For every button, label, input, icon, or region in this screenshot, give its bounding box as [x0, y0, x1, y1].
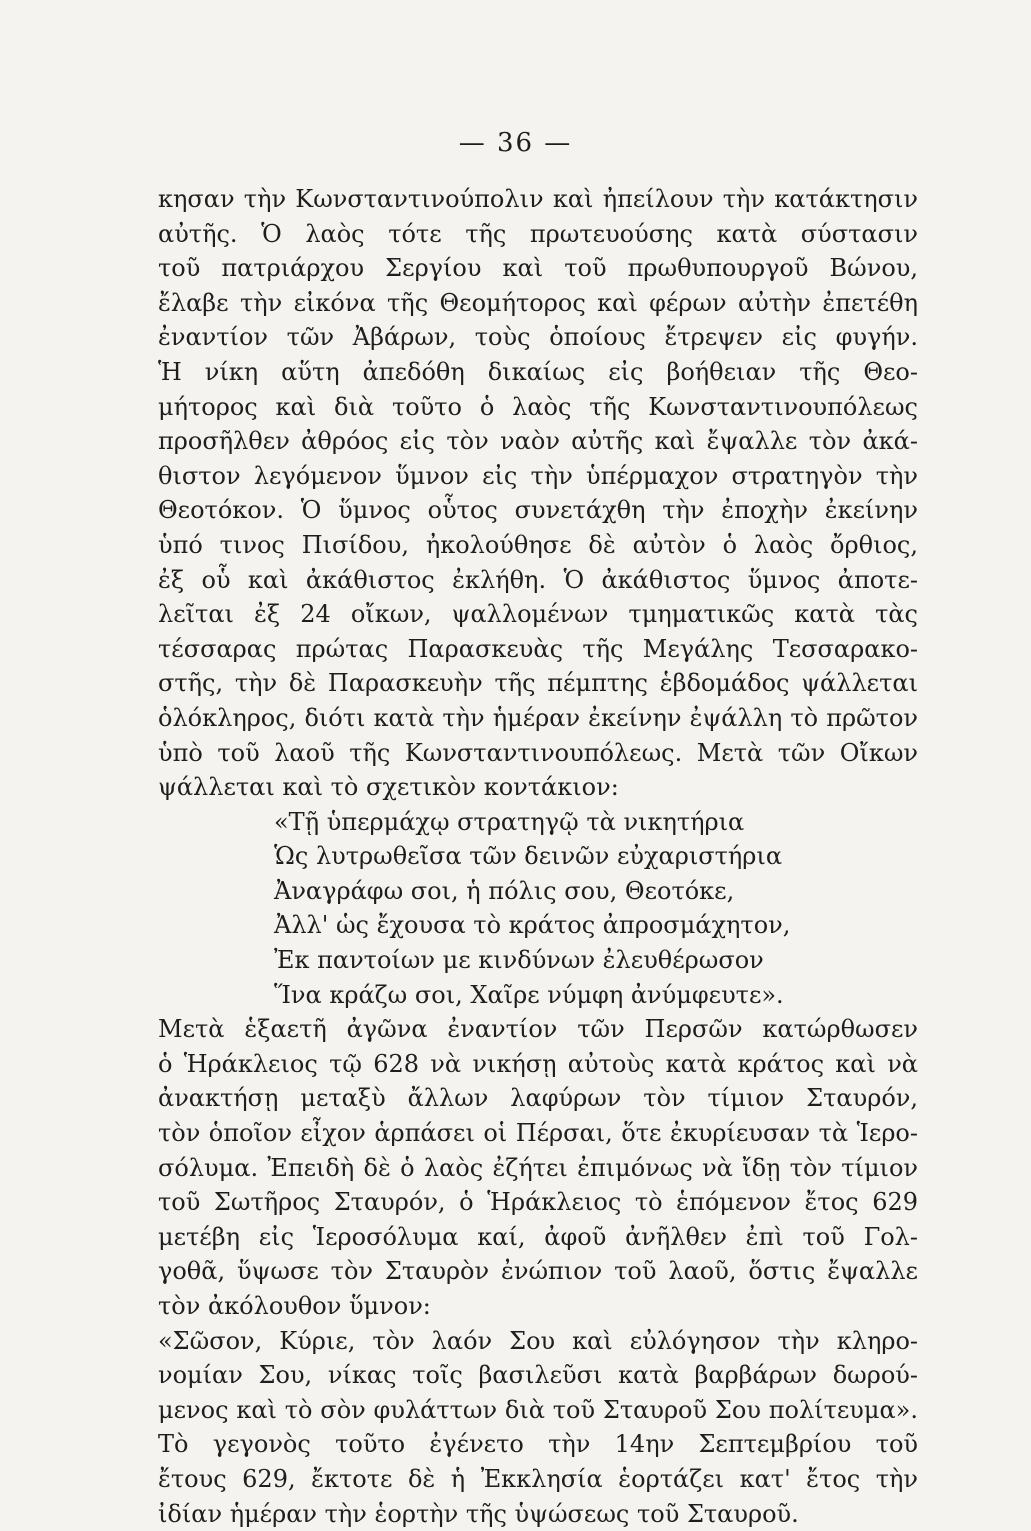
text-line: προσῆλθεν ἀθρόος εἰς τὸν ναὸν αὐτῆς καὶ ἔψαλλε τὸν ἀκά-	[158, 427, 918, 456]
text-line: τοῦ Σωτῆρος Σταυρόν, ὁ Ἡράκλειος τὸ ἑπόμενον ἔτος 629	[158, 1188, 918, 1217]
text-line: αὐτῆς. Ὁ λαὸς τότε τῆς πρωτευούσης κατὰ σύστασιν	[158, 219, 918, 248]
hymn-line: Ἐκ παντοίων με κινδύνων ἐλευθέρωσον	[274, 946, 764, 975]
text-line: ὁ Ἡράκλειος τῷ 628 νὰ νικήσῃ αὐτοὺς κατὰ κράτος καὶ νὰ	[158, 1049, 918, 1078]
body-text	[158, 182, 918, 1531]
text-line: ψάλλεται καὶ τὸ σχετικὸν κοντάκιον:	[158, 773, 619, 802]
text-line: μετέβη εἰς Ἱεροσόλυμα καί, ἀφοῦ ἀνῆλθεν ἐπὶ τοῦ Γολ-	[158, 1222, 918, 1251]
text-line: ὁλόκληρος, διότι κατὰ τὴν ἡμέραν ἐκείνην ἐψάλλη τὸ πρῶτον	[158, 703, 918, 732]
text-line: λεῖται ἐξ 24 οἴκων, ψαλλομένων τμηματικῶς κατὰ τὰς	[158, 600, 918, 629]
text-line: γοθᾶ, ὕψωσε τὸν Σταυρὸν ἐνώπιον τοῦ λαοῦ, ὅστις ἔψαλλε	[158, 1257, 918, 1286]
text-line: ἀνακτήσῃ μεταξὺ ἄλλων λαφύρων τὸν τίμιον Σταυρόν,	[158, 1084, 918, 1113]
text-line: Ἡ νίκη αὕτη ἀπεδόθη δικαίως εἰς βοήθειαν τῆς Θεο-	[158, 357, 918, 386]
text-line: στῆς, τὴν δὲ Παρασκευὴν τῆς πέμπτης ἑβδομάδος ψάλλεται	[158, 669, 918, 698]
text-line: ὑπό τινος Πισίδου, ἠκολούθησε δὲ αὐτὸν ὁ λαὸς ὄρθιος,	[158, 530, 918, 559]
page-number: — 36 —	[458, 128, 573, 158]
text-line: «Σῶσον, Κύριε, τὸν λαόν Σου καὶ εὐλόγησον τὴν κληρο-	[158, 1326, 918, 1355]
text-line: σόλυμα. Ἐπειδὴ δὲ ὁ λαὸς ἐζήτει ἐπιμόνως νὰ ἴδῃ τὸν τίμιον	[158, 1153, 918, 1182]
text-line: ἐξ οὗ καὶ ἀκάθιστος ἐκλήθη. Ὁ ἀκάθιστος ὕμνος ἀποτε-	[158, 565, 918, 594]
text-line: ἐναντίον τῶν Ἀβάρων, τοὺς ὁποίους ἔτρεψεν εἰς φυγήν.	[158, 323, 918, 352]
text-line: ἰδίαν ἡμέραν τὴν ἑορτὴν τῆς ὑψώσεως τοῦ Σταυροῦ.	[158, 1499, 799, 1528]
text-line: θιστον λεγόμενον ὕμνον εἰς τὴν ὑπέρμαχον στρατηγὸν τὴν	[158, 461, 918, 490]
text-line: ἔλαβε τὴν εἰκόνα τῆς Θεομήτορος καὶ φέρων αὐτὴν ἐπετέθη	[158, 288, 918, 317]
text-line: τὸν ἀκόλουθον ὕμνον:	[158, 1292, 431, 1320]
hymn-line: Ἀλλ' ὡς ἔχουσα τὸ κράτος ἀπροσμάχητον,	[274, 911, 791, 940]
text-line: νομίαν Σου, νίκας τοῖς βασιλεῦσι κατὰ βαρβάρων δωρού-	[158, 1361, 918, 1390]
hymn-line: Ὡς λυτρωθεῖσα τῶν δεινῶν εὐχαριστήρια	[274, 842, 783, 871]
text-line: ἔτους 629, ἔκτοτε δὲ ἡ Ἐκκλησία ἑορτάζει κατ' ἔτος τὴν	[158, 1464, 918, 1493]
text-line: Τὸ γεγονὸς τοῦτο ἐγένετο τὴν 14ην Σεπτεμβρίου τοῦ	[158, 1430, 918, 1459]
hymn-line: «Τῇ ὑπερμάχῳ στρατηγῷ τὰ νικητήρια	[274, 807, 745, 836]
hymn-line: Ἀναγράφω σοι, ἡ πόλις σου, Θεοτόκε,	[274, 876, 735, 905]
text-line: κησαν τὴν Κωνσταντινούπολιν καὶ ἠπείλουν τὴν κατάκτησιν	[158, 185, 918, 213]
hymn-line: Ἵνα κράζω σοι, Χαῖρε νύμφη ἀνύμφευτε».	[274, 980, 784, 1009]
text-line: τέσσαρας πρώτας Παρασκευὰς τῆς Μεγάλης Τεσσαρακο-	[158, 634, 918, 663]
text-line: μενος καὶ τὸ σὸν φυλάττων διὰ τοῦ Σταυροῦ Σου πολίτευμα».	[158, 1395, 918, 1424]
text-line: ὑπὸ τοῦ λαοῦ τῆς Κωνσταντινουπόλεως. Μετὰ τῶν Οἴκων	[158, 738, 918, 767]
text-line: μήτορος καὶ διὰ τοῦτο ὁ λαὸς τῆς Κωνσταντινουπόλεως	[158, 392, 918, 421]
text-line: Θεοτόκον. Ὁ ὕμνος οὗτος συνετάχθη τὴν ἐποχὴν ἐκείνην	[158, 496, 918, 525]
text-line: τὸν ὁποῖον εἶχον ἁρπάσει οἱ Πέρσαι, ὅτε ἐκυρίευσαν τὰ Ἱερο-	[158, 1119, 918, 1148]
text-line: τοῦ πατριάρχου Σεργίου καὶ τοῦ πρωθυπουργοῦ Βώνου,	[158, 254, 918, 283]
text-line: Μετὰ ἑξαετῆ ἀγῶνα ἐναντίον τῶν Περσῶν κατώρθωσεν	[158, 1015, 918, 1044]
